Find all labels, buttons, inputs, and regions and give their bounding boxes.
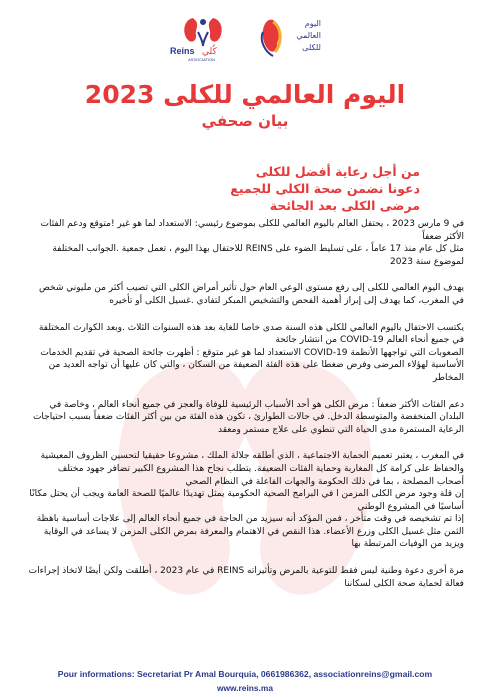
headline [90, 163, 420, 214]
day-logo-line2: العالمي [296, 31, 321, 40]
press-release-subtitle: بيان صحفي [201, 112, 289, 130]
paragraph-unexpected: الصعوبات التي تواجهها الأنظمة COVID-19 الاستعداد لما هو غير متوقع : أظهرت جائحة الصحية في تقديم الخدمات الأساسية لهؤلاء المرضى وفرض ضغطا على هذه الفئة الضعيفة من السكان ، والتي كان عليها أن تواجه العديد من المخاطر [40, 347, 464, 383]
paragraph-covid: يكتسب الاحتفال باليوم العالمي للكلى هذه السنة صدى خاصا للغاية بعد هذه السنوات الثلاث .وبعد الكوارث المختلفة في جميع أنحاء العالم COVID-19 من انتشار جائحة [38, 322, 464, 346]
headline-line: مرضى الكلى بعد الجائحة [269, 198, 420, 213]
reins-logo-arabic: كُلي [202, 47, 217, 57]
reins-logo-text: Reins [170, 46, 195, 56]
press-release-body [28, 218, 464, 604]
paragraph-call: مرة أخرى دعوة وطنية ليس فقط للتوعية بالمرض وتأثيراته REINS في عام 2023 ، أطلقت ولكن أيضًا لاتخاذ إجراءات فعالة لحماية صحة الكلى لسكاننا [28, 566, 464, 589]
paragraph-threat: إن قلة وجود مرض الكلى المزمن ا في البرامج الصحية الحكومية يمثل تهديدًا عالميًا للصحة العامة ويجب أن يحتل مكانًا أساسيًا في المشروع الوطني [29, 489, 464, 512]
headline-line: دعونا نضمن صحة الكلى للجميع [230, 181, 420, 196]
footer-website[interactable]: www.reins.ma [216, 683, 273, 693]
paragraph-goal: يهدف اليوم العالمي للكلى إلى رفع مستوى الوعي العام حول تأثير أمراض الكلى التي تصيب أكثر من مليوني شخص في المغرب، كما يهدف إلى إبراز أهمية الفحص والتشخيص المبكر لتفادي .غسيل الكلى أو تأخيره [39, 283, 464, 306]
paragraph-vulnerable: دعم الفئات الأكثر ضعفاً : مرض الكلى هو أحد الأسباب الرئيسية للوفاة والعجز في جميع أنحاء العالم ، وخاصة في البلدان المنخفضة والمتوسطة الدخل. في حالات الطوارئ ، تكون هذه الفئة من بين أكثر الفئات ضعفاً بسبب احتياجات الرعاية المستمرة مدى الحياة التي تنطوي على علاج مستمر ومعقد [32, 399, 464, 435]
footer-contact: Pour informations: Secretariat Pr Amal Bourquia, 0661986362, associationreins@gmail.com [57, 669, 433, 679]
page-title: اليوم العالمي للكلى 2023 [84, 80, 406, 109]
day-logo-line3: للكلى [302, 43, 321, 52]
headline-line: من أجل رعاية أفضل للكلى [255, 164, 420, 179]
reins-association-logo [168, 14, 238, 62]
paragraph-reins: مثل كل عام منذ 17 عاماً ، على تسليط الضوء على REINS للاحتفال بهذا اليوم ، تعمل جمعية .الجوانب المختلفة لموضوع سنة 2023 [52, 244, 464, 267]
paragraph-intro: في 9 مارس 2023 ، يحتفل العالم باليوم العالمي للكلى بموضوع رئيسي: الاستعداد لما هو غير !متوقع ودعم الفئات الأكثر ضعفاً [40, 219, 464, 242]
world-kidney-day-logo [255, 12, 325, 62]
header [0, 8, 490, 64]
paragraph-diagnosis: إذا تم تشخيصه في وقت متأخر ، فمن المؤكد أنه سيزيد من الحاجة في جميع أنحاء العالم إلى علاجات أساسية باهظة الثمن مثل غسيل الكلى وزرع الأعضاء. هذا النقص في الاهتمام والمعرفة بمرض الكلى المزمن لا يساعد في الوقاية ويزيد من الوفيات المرتبطة بها [36, 514, 464, 550]
reins-logo-small: ASSOCIATION [188, 57, 216, 62]
day-logo-line1: اليوم [304, 19, 321, 28]
paragraph-morocco: في المغرب ، يعتبر تعميم الحماية الاجتماعية ، الذي أطلقه جلالة الملك ، مشروعا حقيقيا لتحسين الظروف المعيشية والحفاظ على كرامة كل المغاربة وحماية الفئات الضعيفة. يتطلب نجاح هذا المشروع الكبير تضافر جهود مختلف أصحاب المصلحة ، بما في ذلك الحكومة والجهات الفاعلة في النظام الصحي [40, 451, 464, 487]
